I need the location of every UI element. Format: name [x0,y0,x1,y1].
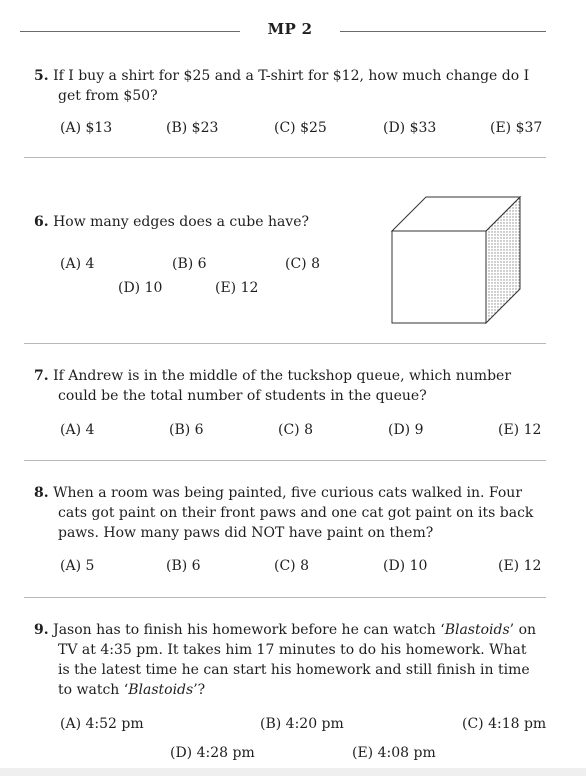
question-number: 8. [34,485,49,501]
cube-diagram [386,186,526,328]
answer-choices-row-1 [0,716,586,736]
answer-option: (B) 4:20 pm [260,716,344,732]
question-line-part: Jason has to finish his homework before he can watch ‘ [53,622,445,638]
answer-option: (C) 8 [278,422,313,438]
question-line: get from $50? [58,88,158,104]
question-divider [24,597,546,598]
question-divider [24,460,546,461]
page-bottom-edge [0,768,586,776]
answer-option: (E) $37 [490,120,543,136]
question-line: could be the total number of students in the queue? [58,388,427,404]
answer-option: (C) 8 [274,558,309,574]
question-number: 5. [34,68,49,84]
answer-option: (C) 4:18 pm [462,716,547,732]
answer-option: (D) 9 [388,422,424,438]
answer-option: (D) 10 [383,558,428,574]
answer-option: (C) $25 [274,120,327,136]
question-number: 7. [34,368,49,384]
answer-option: (A) 4 [60,256,95,272]
question-line: When a room was being painted, five curious cats walked in. Four [53,485,523,501]
question-8-text [34,483,546,543]
answer-option: (A) 4:52 pm [60,716,144,732]
answer-option: (E) 12 [498,422,542,438]
answer-option: (C) 8 [285,256,320,272]
question-line: cats got paint on their front paws and one cat got paint on its back [58,505,534,521]
answer-choices [0,120,586,140]
question-line-part: ’ on [509,622,537,638]
question-line-part: to watch ‘ [58,682,129,698]
answer-option: (A) 4 [60,422,95,438]
question-line: is the latest time he can start his homework and still finish in time [58,662,530,678]
answer-option: (B) $23 [166,120,219,136]
show-title: Blastoids [128,682,194,698]
show-title: Blastoids [444,622,510,638]
question-number: 9. [34,622,49,638]
page-title: MP 2 [267,20,313,38]
question-line: If I buy a shirt for $25 and a T-shirt for $12, how much change do I [53,68,530,84]
answer-option: (D) $33 [383,120,437,136]
answer-option: (D) 10 [118,280,163,296]
question-number: 6. [34,214,49,230]
header-rule-left [20,31,240,32]
answer-choices-row-2 [0,745,586,765]
answer-option: (A) 5 [60,558,95,574]
answer-option: (E) 12 [498,558,542,574]
answer-option: (B) 6 [172,256,207,272]
question-7-text [34,366,546,406]
question-6-text [34,212,364,232]
question-9-text [34,620,546,700]
answer-option: (D) 4:28 pm [170,745,255,761]
answer-option: (B) 6 [169,422,204,438]
answer-option: (A) $13 [60,120,113,136]
page-header [0,14,586,44]
answer-choices [0,422,586,442]
question-line: If Andrew is in the middle of the tuckshop queue, which number [53,368,512,384]
question-line: TV at 4:35 pm. It takes him 17 minutes to do his homework. What [58,642,527,658]
question-line: paws. How many paws did NOT have paint on them? [58,525,434,541]
answer-option: (E) 12 [215,280,259,296]
question-5-text [34,66,546,106]
question-divider [24,157,546,158]
answer-option: (B) 6 [166,558,201,574]
question-line-part: ’? [193,682,206,698]
question-line [34,680,546,700]
question-line: How many edges does a cube have? [53,214,310,230]
question-divider [24,343,546,344]
header-rule-right [340,31,546,32]
answer-option: (E) 4:08 pm [352,745,436,761]
answer-choices [0,558,586,578]
